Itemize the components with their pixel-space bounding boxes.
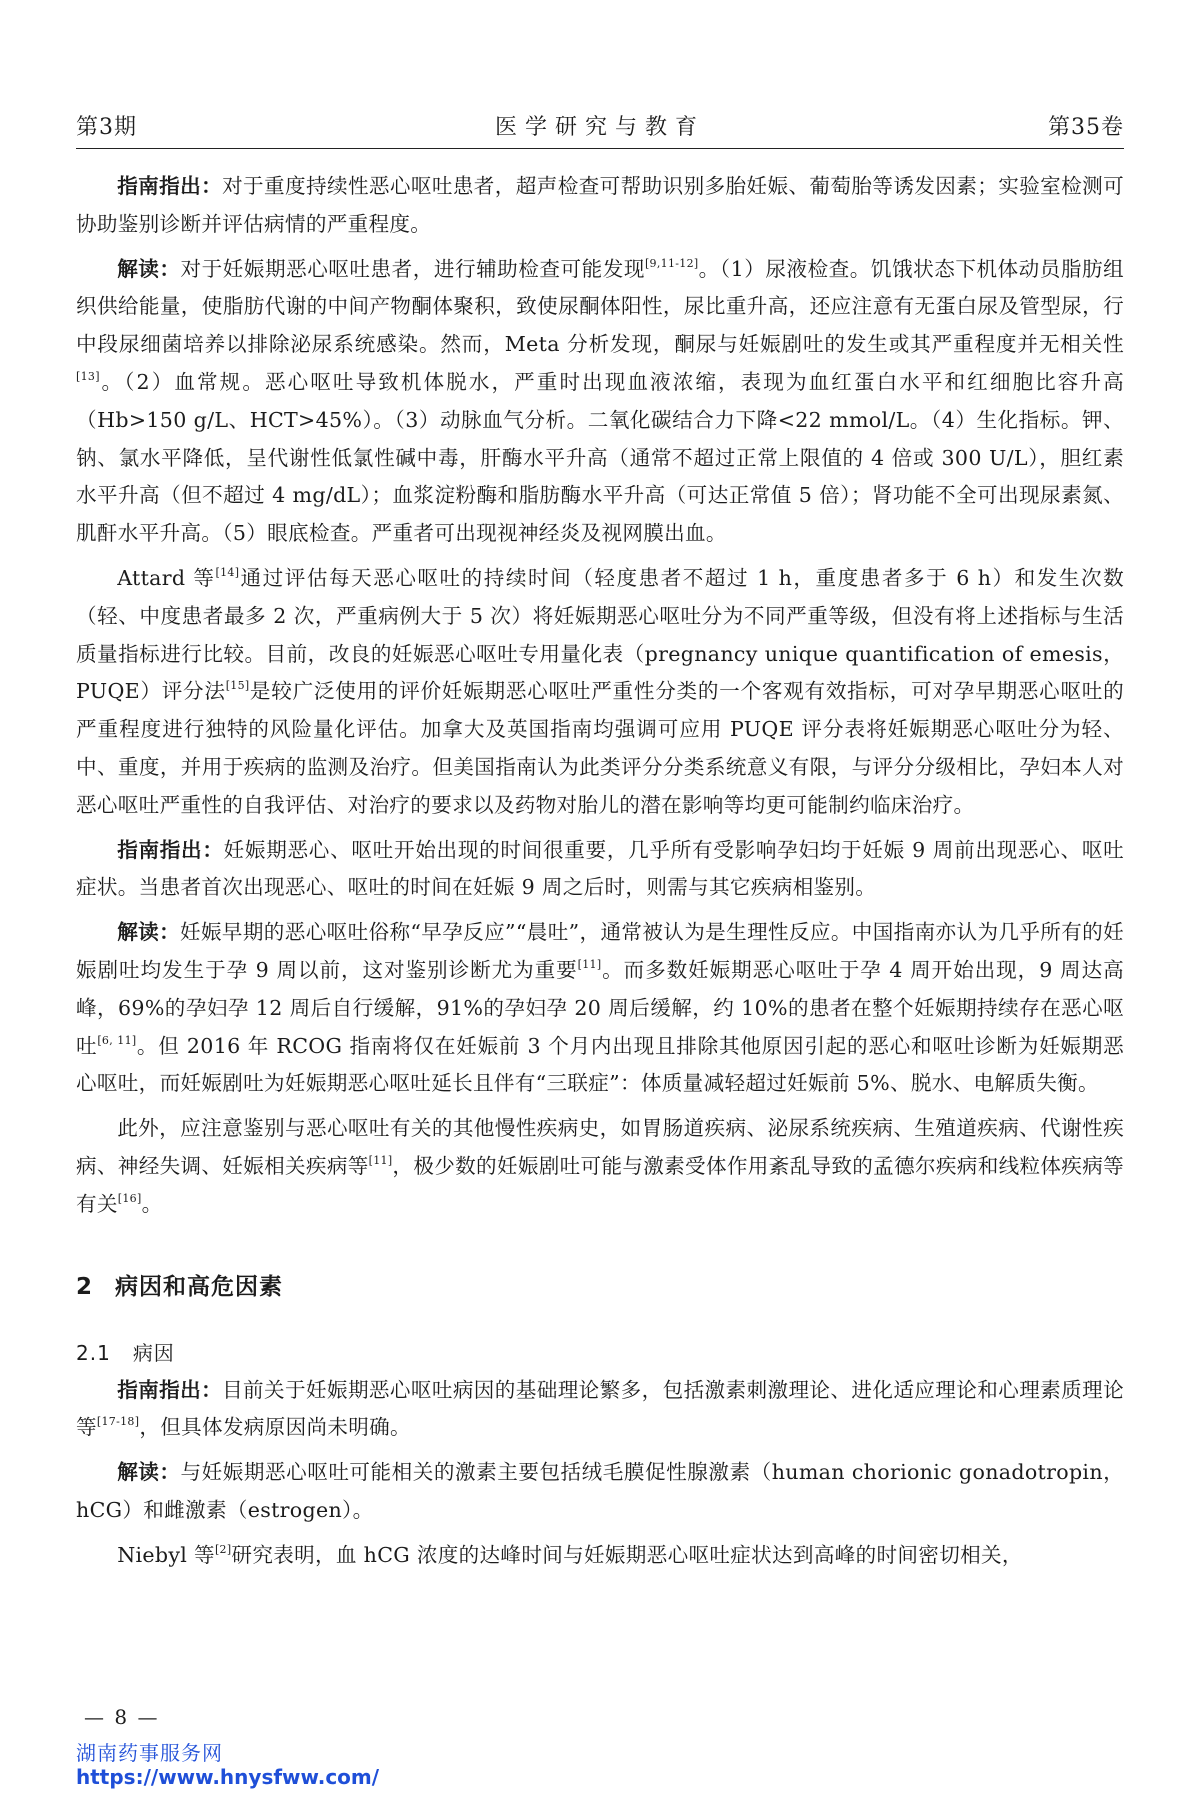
guideline-lead: 指南指出： bbox=[117, 174, 223, 198]
article-body bbox=[76, 168, 1124, 1582]
citation: [14] bbox=[215, 565, 240, 579]
citation: [15] bbox=[225, 679, 250, 693]
citation: [9,11-12] bbox=[644, 256, 699, 270]
subsection-title-text: 病因 bbox=[132, 1340, 175, 1365]
paragraph-text: 研究表明，血 hCG 浓度的达峰时间与妊娠期恶心呕吐症状达到高峰的时间密切相关， bbox=[231, 1542, 1023, 1567]
paragraph-text: 妊娠期恶心、呕吐开始出现的时间很重要，几乎所有受影响孕妇均于妊娠 9 周前出现恶心、呕吐症状。当患者首次出现恶心、呕吐的时间在妊娠 9 周之后时，则需与其它疾病相鉴别。 bbox=[76, 837, 1125, 900]
issue-number: 第3期 bbox=[76, 115, 137, 140]
running-header bbox=[76, 108, 1124, 149]
paragraph-text: 。而多数妊娠期恶心呕吐于孕 4 周开始出现，9 周达高峰，69%的孕妇孕 12 周后自行缓解，91%的孕妇孕 20 周后缓解，约 10%的患者在整个妊娠期持续存在恶心呕吐 bbox=[76, 957, 1124, 1058]
paragraph-text: 对于重度持续性恶心呕吐患者，超声检查可帮助识别多胎妊娠、葡萄胎等诱发因素；实验室检测可协助鉴别诊断并评估病情的严重程度。 bbox=[76, 174, 1124, 236]
watermark-site-name: 湖南药事服务网 bbox=[76, 1741, 223, 1765]
paragraph-text: 目前关于妊娠期恶心呕吐病因的基础理论繁多，包括激素刺激理论、进化适应理论和心理素质理论等 bbox=[76, 1377, 1124, 1440]
interpretation-paragraph bbox=[76, 1454, 1124, 1530]
guideline-paragraph bbox=[76, 832, 1124, 908]
paragraph-text: 与妊娠期恶心呕吐可能相关的激素主要包括绒毛膜促性腺激素（human chorionic gonadotropin，hCG）和雌激素（estrogen）。 bbox=[76, 1460, 1124, 1522]
paragraph-text: 此外，应注意鉴别与恶心呕吐有关的其他慢性疾病史，如胃肠道疾病、泌尿系统疾病、生殖道疾病、代谢性疾病、神经失调、妊娠相关疾病等 bbox=[76, 1116, 1124, 1178]
paragraph-text: 。 bbox=[141, 1191, 163, 1216]
citation: [11] bbox=[368, 1153, 393, 1167]
guideline-lead: 指南指出： bbox=[117, 1377, 223, 1402]
citation: [6, 11] bbox=[97, 1033, 137, 1047]
paragraph-text: Niebyl 等 bbox=[117, 1542, 215, 1567]
page-number: — 8 — bbox=[84, 1705, 160, 1729]
site-watermark bbox=[76, 1741, 379, 1789]
watermark-url: https://www.hnysfww.com/ bbox=[76, 1765, 380, 1789]
paragraph-text: 是较广泛使用的评价妊娠期恶心呕吐严重性分类的一个客观有效指标，可对孕早期恶心呕吐的严重程度进行独特的风险量化评估。加拿大及英国指南均强调可应用 PUQE 评分表将妊娠期恶心呕吐分为轻、中、重度，并用于疾病的监测及治疗。但美国指南认为此类评分分类系统意义有限，与评分分级相比，孕妇本人对恶心呕吐严重性的自我评估、对治疗的要求以及药物对胎儿的潜在影响等均更可能制约临床治疗。 bbox=[76, 679, 1124, 817]
paragraph-text: 通过评估每天恶心呕吐的持续时间（轻度患者不超过 1 h，重度患者多于 6 h）和发生次数（轻、中度患者最多 2 次，严重病例大于 5 次）将妊娠期恶心呕吐分为不同严重等级，但没有将上述指标与生活质量指标进行比较。目前，改良的妊娠恶心呕吐专用量化表（pregnancy unique quantification of emesis，PUQE）评分法 bbox=[76, 565, 1124, 704]
subsection-number: 2.1 bbox=[76, 1340, 111, 1365]
paragraph-text: 妊娠早期的恶心呕吐俗称“早孕反应”“晨吐”，通常被认为是生理性反应。中国指南亦认为几乎所有的妊娠剧吐均发生于孕 9 周以前，这对鉴别诊断尤为重要 bbox=[76, 920, 1124, 982]
paragraph-text: ，极少数的妊娠剧吐可能与激素受体作用紊乱导致的孟德尔疾病和线粒体疾病等有关 bbox=[76, 1153, 1125, 1216]
body-paragraph bbox=[76, 1110, 1124, 1223]
body-paragraph bbox=[76, 1537, 1124, 1575]
paragraph-text: ，但具体发病原因尚未明确。 bbox=[139, 1415, 411, 1440]
paragraph-text: 。（2）血常规。恶心呕吐导致机体脱水，严重时出现血液浓缩，表现为血红蛋白水平和红细胞比容升高（Hb>150 g/L、HCT>45%）。（3）动脉血气分析。二氧化碳结合力下降<22 mmol/L。（4）生化指标。钾、钠、氯水平降低，呈代谢性低氯性碱中毒，肝酶水平升高（通常不超过正常上限值的 4 倍或 300 U/L），胆红素水平升高（但不超过 4 mg/dL）；血浆淀粉酶和脂肪酶水平升高（可达正常值 5 倍）；肾功能不全可出现尿素氮、肌酐水平升高。（5）眼底检查。严重者可出现视神经炎及视网膜出血。 bbox=[76, 369, 1124, 546]
journal-title: 医学研究与教育 bbox=[494, 115, 705, 140]
paragraph-text: 。（1）尿液检查。饥饿状态下机体动员脂肪组织供给能量，使脂肪代谢的中间产物酮体聚积，致使尿酮体阳性，尿比重升高，还应注意有无蛋白尿及管型尿，行中段尿细菌培养以排除泌尿系统感染。然而，Meta 分析发现，酮尿与妊娠剧吐的发生或其严重程度并无相关性 bbox=[76, 256, 1124, 357]
section-number: 2 bbox=[76, 1273, 94, 1300]
citation: [17-18] bbox=[96, 1415, 140, 1429]
paragraph-text: 。但 2016 年 RCOG 指南将仅在妊娠前 3 个月内出现且排除其他原因引起的恶心和呕吐诊断为妊娠期恶心呕吐，而妊娠剧吐为妊娠期恶心呕吐延长且伴有“三联症”：体质量减轻超过妊娠前 5%、脱水、电解质失衡。 bbox=[76, 1033, 1124, 1096]
interpretation-lead: 解读： bbox=[117, 920, 181, 945]
interpretation-paragraph bbox=[76, 914, 1124, 1103]
paragraph-text: 对于妊娠期恶心呕吐患者，进行辅助检查可能发现 bbox=[180, 256, 645, 281]
citation: [16] bbox=[117, 1191, 142, 1205]
guideline-paragraph bbox=[76, 1372, 1124, 1448]
subsection-heading bbox=[76, 1337, 1124, 1366]
citation: [11] bbox=[577, 957, 602, 971]
citation: [2] bbox=[214, 1542, 232, 1556]
section-heading bbox=[76, 1268, 1124, 1301]
paragraph-text: Attard 等 bbox=[117, 565, 216, 590]
interpretation-lead: 解读： bbox=[117, 256, 181, 281]
volume-number: 第35卷 bbox=[1048, 115, 1124, 140]
interpretation-paragraph bbox=[76, 251, 1124, 553]
guideline-paragraph bbox=[76, 168, 1124, 244]
body-paragraph bbox=[76, 560, 1124, 825]
interpretation-lead: 解读： bbox=[117, 1460, 181, 1485]
section-title-text: 病因和高危因素 bbox=[115, 1273, 284, 1300]
guideline-lead: 指南指出： bbox=[117, 837, 224, 862]
citation: [13] bbox=[76, 369, 100, 383]
